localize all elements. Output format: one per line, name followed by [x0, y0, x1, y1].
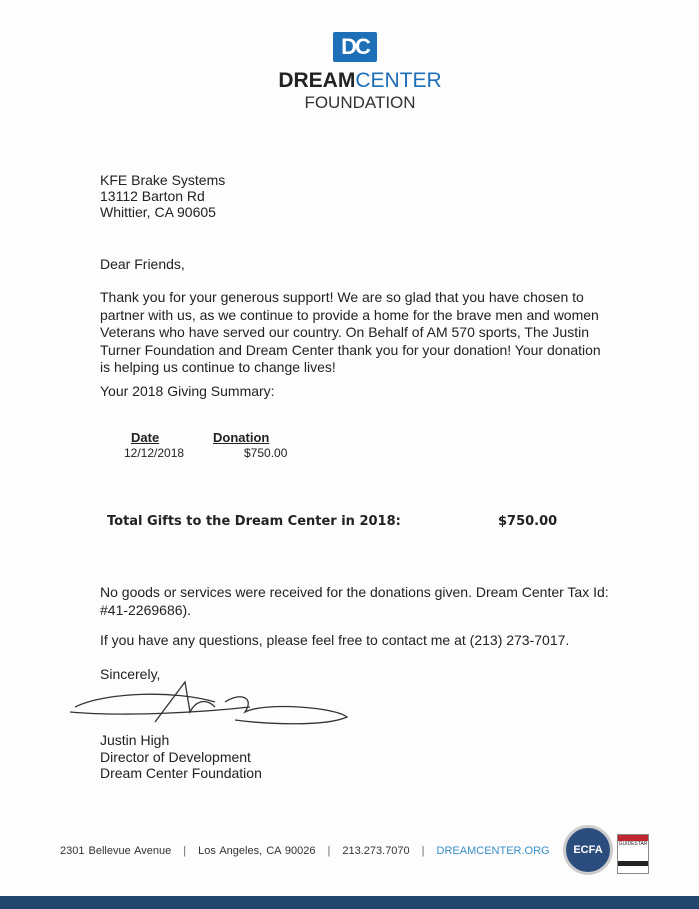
guidestar-badge-icon [617, 834, 649, 874]
total-value: $750.00 [498, 514, 558, 529]
separator: | [421, 845, 425, 857]
total-label: Total Gifts to the Dream Center in 2018: [107, 514, 401, 529]
footer-contact [60, 845, 550, 857]
signer-title: Director of Development [100, 748, 251, 765]
footer-city: Los Angeles, CA 90026 [198, 845, 316, 857]
table-header-donation: Donation [213, 430, 270, 445]
footer-street: 2301 Bellevue Avenue [60, 845, 172, 857]
contact-note: If you have any questions, please feel free to contact me at (213) 273-7017. [100, 632, 570, 648]
ecfa-badge-icon: ECFA [563, 825, 613, 875]
separator: | [327, 845, 331, 857]
footer-bar [0, 896, 699, 909]
summary-title: Your 2018 Giving Summary: [100, 383, 275, 399]
greeting: Dear Friends, [100, 256, 185, 272]
signer-name: Justin High [100, 732, 170, 748]
recipient-address [100, 172, 225, 220]
guidestar-label: GUIDESTAR [618, 841, 648, 847]
brand-bold: DREAM [278, 69, 356, 92]
table-cell-amount: $750.00 [244, 446, 288, 460]
signature [65, 672, 355, 732]
brand-sub: FOUNDATION [304, 93, 416, 112]
recipient-street: 13112 Barton Rd [100, 188, 205, 204]
recipient-name: KFE Brake Systems [100, 172, 226, 188]
footer-phone: 213.273.7070 [342, 845, 410, 857]
closing: Sincerely, [100, 666, 161, 682]
table-header-date: Date [131, 430, 160, 445]
body-paragraph: Thank you for your generous support! We are so glad that you have chosen to partner with us, as we continue to provide a home for the brave men and women Veterans who have served our country. On Behalf of AM 570 sports, The Justin Turner Foundation and Dream Center thank you for your donation! Your donation is helping us continue to change lives! [100, 289, 601, 375]
signer-org: Dream Center Foundation [100, 765, 262, 781]
brand-light: CENTER [355, 69, 442, 92]
separator: | [183, 845, 187, 857]
signature-block [100, 732, 262, 782]
dream-center-logo-icon: DC [333, 32, 377, 62]
brand-wordmark [270, 70, 450, 114]
recipient-city: Whittier, CA 90605 [100, 204, 216, 220]
table-cell-date: 12/12/2018 [124, 446, 185, 460]
tax-note: No goods or services were received for the donations given. Dream Center Tax Id: #41-2269686). [100, 584, 609, 618]
footer-website-link[interactable]: DREAMCENTER.ORG [436, 845, 550, 857]
